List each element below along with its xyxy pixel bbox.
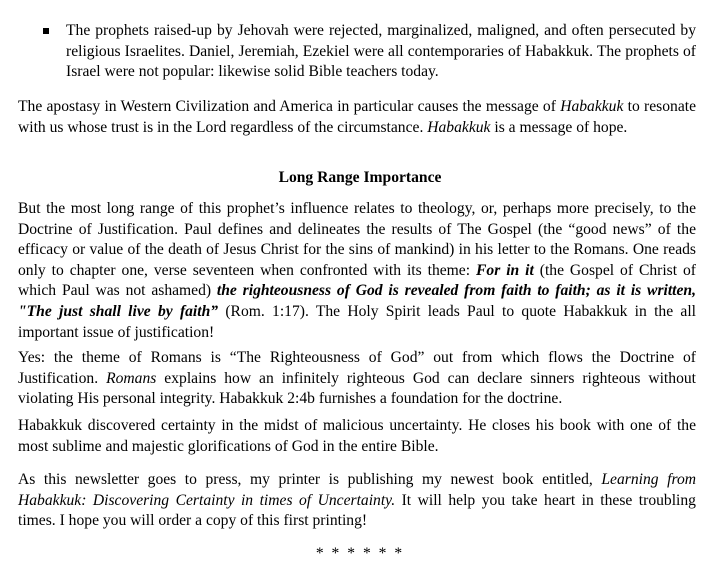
paragraph-new-book: [18, 470, 696, 532]
book-title-habakkuk: Habakkuk: [560, 98, 624, 115]
text-run: As this newsletter goes to press, my printer is publishing my newest book entitled,: [18, 471, 602, 488]
section-separator: * * * * * *: [315, 545, 405, 562]
text-run: is a message of hope.: [490, 118, 628, 136]
book-title-romans: Romans: [106, 369, 157, 387]
paragraph-romans-theme: [18, 348, 696, 410]
text-run: The apostasy in Western Civilization and America in particular causes the message of: [18, 98, 561, 115]
book-title-habakkuk: Habakkuk: [427, 118, 491, 136]
bullet-item-prophets: The prophets raised-up by Jehovah were rejected, marginalized, maligned, and often persecuted by religious Israelites. Daniel, Jeremiah, Ezekiel were all contemporaries of Habakkuk. The prophets of Israel were not popular: likewise solid Bible teachers today.: [66, 22, 696, 81]
text-run: (the Gospel of Christ of which Paul was not ashamed): [18, 261, 696, 300]
text-run: But the most long range of this prophet’s influence relates to theology, or, perhaps more precisely, to the Doctrine of Justification. Paul defines and delineates the results of The Gospel (the “good news” of the efficacy or value of the death of Jesus Christ for the sins of mankind) in his letter to the Romans. One reads only to chapter one, verse seventeen when confronted with its theme:: [18, 200, 696, 279]
text-run: Yes: the theme of Romans is “The Righteousness of God” out from which flows the Doctrine of Justification.: [18, 349, 696, 387]
scripture-quote: For in it: [476, 261, 534, 279]
text-run: explains how an infinitely righteous God can declare sinners righteous without violating His personal integrity. Habakkuk 2:4b furnishes a foundation for the doctrine.: [18, 369, 696, 408]
text-run: to resonate with us whose trust is in the Lord regardless of the circumstance.: [18, 98, 696, 136]
paragraph-justification: [18, 199, 696, 343]
text-run: It will help you take heart in these troubling times. I hope you will order a copy of this first printing!: [18, 491, 696, 530]
section-heading: Long Range Importance: [278, 169, 442, 186]
paragraph-apostasy: [18, 97, 696, 138]
book-title-learning-from-habakkuk: Learning from Habakkuk: Discovering Certainty in times of Uncertainty.: [18, 471, 697, 509]
text-run: (Rom. 1:17). The Holy Spirit leads Paul to quote Habakkuk in the all important issue of justification!: [18, 302, 696, 341]
paragraph-certainty: Habakkuk discovered certainty in the midst of malicious uncertainty. He closes his book with one of the most sublime and majestic glorifications of God in the entire Bible.: [18, 417, 696, 455]
scripture-quote: the righteousness of God is revealed from faith to faith; as it is written, "The just shall live by faith”: [18, 282, 697, 320]
bullet-square-icon: [43, 28, 49, 34]
